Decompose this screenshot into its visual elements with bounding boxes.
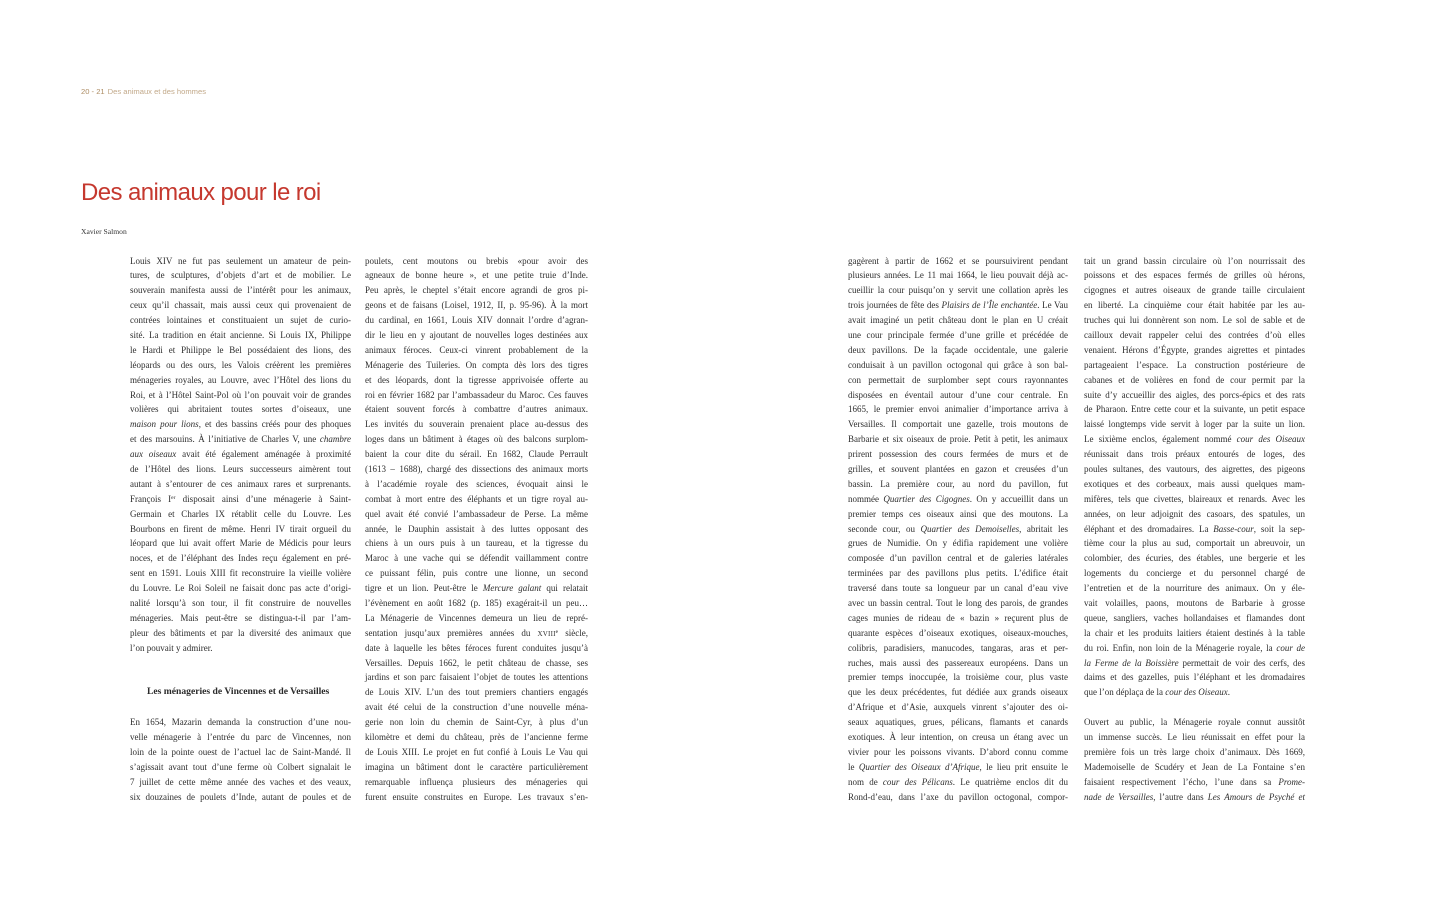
text-line: velle ménagerie à l’entrée du parc de Vincennes, non (130, 732, 351, 743)
text-line: En 1654, Mazarin demanda la construction d’une nou- (130, 717, 351, 728)
text-line: du roi. Enfin, non loin de la Ménagerie royale, la cour de (1084, 642, 1305, 653)
text-line: exotiques. À leur intention, on creusa un étang avec un (848, 732, 1068, 742)
text-line: deux pavillons. De la façade occidentale, une galerie (848, 344, 1068, 355)
text-line: cigognes et autres oiseaux de grande taille circulaient (1084, 285, 1305, 296)
italic-text: cour des Oiseaux (1236, 434, 1305, 445)
text-line: Rond-d’eau, dans l’axe du pavillon octogonal, compor- (848, 791, 1068, 802)
paragraph (130, 715, 351, 804)
text-line: La Ménagerie de Vincennes demeura un lieu de repré- (365, 612, 588, 623)
text-line: années, on leur adjoignit des casoars, des spatules, un (1084, 508, 1305, 519)
text-line: poulets, cent moutons ou brebis «pour avoir des (365, 255, 588, 266)
text-line: 1665, le premier envoi animalier d’importance arriva à (848, 404, 1068, 415)
text-column-1 (130, 254, 351, 805)
text-line: baient la cour dite du sérail. En 1682, Claude Perrault (365, 449, 588, 460)
italic-text: maison pour lions (130, 419, 199, 430)
text-line: Le sixième enclos, également nommé cour des Oiseaux (1084, 434, 1305, 445)
text-line: cages munies de rideau de « bazin » reçurent plus de (848, 612, 1068, 623)
text-line: première fois un très large choix d’animaux. Dès 1669, (1084, 746, 1305, 757)
text-line: Barbarie et six oiseaux de proie. Petit à petit, les animaux (848, 434, 1068, 445)
text-line: nom de cour des Pélicans. Le quatrième enclos dit du (848, 776, 1069, 787)
text-line: la Ferme de la Boissière permettait de voir des cerfs, des (1084, 657, 1305, 668)
text-line: avait été celui de la construction d’une nouvelle ména- (365, 702, 588, 713)
text-line: de Louis XIV. L’un des tout premiers chantiers engagés (365, 687, 588, 698)
text-line: Roi, et à l’Hôtel Saint-Pol où l’on pouvait voir de grandes (130, 389, 351, 400)
superscript-text: e (555, 628, 559, 635)
text-line: volières qui abritaient toutes sortes d’oiseaux, une (130, 404, 351, 415)
text-line: sentation jusqu’aux premières années du XVIIIe siècle, (365, 627, 588, 638)
text-line: s’agissait avant tout d’une ferme où Colbert signalait le (130, 761, 351, 772)
text-line: cabanes et de volières en fond de cour permit par la (1084, 374, 1305, 385)
text-line: François Ier disposait ainsi d’une ménagerie à Saint- (130, 493, 351, 504)
text-line: terminées par des pavillons plus petits. L’édifice était (848, 568, 1068, 579)
text-line: quarante espèces d’oiseaux exotiques, oiseaux-mouches, (848, 627, 1068, 638)
text-line: furent ensuite construites en Europe. Les travaux s’en- (365, 791, 588, 802)
paragraph (1084, 715, 1305, 804)
text-line: réunissait dans trois préaux entourés de loges, des (1084, 449, 1305, 460)
text-line: plusieurs années. Le 11 mai 1664, le lieu pouvait déjà ac- (848, 270, 1068, 281)
text-line: avec un bassin central. Tout le long des parois, de grandes (848, 597, 1068, 608)
text-line: tures, de sculptures, d’objets d’art et de mobilier. Le (130, 270, 351, 281)
text-line: Ménagerie des Tuileries. On compta dès lors des tigres (365, 359, 588, 370)
text-line: que les deux précédentes, fut dédiée aux grands oiseaux (848, 687, 1068, 698)
italic-text: chambre (319, 434, 351, 445)
text-line: Louis XIV ne fut pas seulement un amateur de pein- (130, 255, 351, 266)
text-line: premier temps ces oiseaux ainsi que des moutons. La (848, 508, 1068, 519)
text-line: combat à mort entre des éléphants et un tigre royal au- (365, 493, 588, 504)
text-line: tième cour la plus au sud, comportait un abreuvoir, un (1084, 538, 1305, 549)
text-line: grilles, et souvent plantées en gazon et creusées d’un (848, 463, 1068, 474)
section-heading: Les ménageries de Vincennes et de Versailles (147, 686, 330, 698)
text-line: date à laquelle les bêtes féroces furent conduites jusqu’à (365, 642, 588, 653)
text-line: étaient souvent forcés à combattre d’autres animaux. (365, 404, 588, 415)
text-line: année, le Dauphin assistait à des luttes opposant des (365, 523, 588, 534)
text-line: à l’académie royale des sciences, évoquait ainsi le (365, 478, 588, 489)
text-line: grues de Numidie. On y édifia rapidement une volière (848, 538, 1068, 549)
text-line: éléphant et des dromadaires. La Basse-cour, soit la sep- (1084, 523, 1305, 534)
small-caps-text: XVIII (537, 629, 556, 638)
paragraph (848, 254, 1068, 805)
text-line: suite d’y accueillir des aigles, des porcs-épics et des rats (1084, 389, 1305, 400)
text-line: cueillir la cour puisqu’on y servit une collation après les (848, 285, 1068, 296)
text-line: Mademoiselle de Scudéry et Jean de La Fontaine s’en (1084, 761, 1305, 772)
text-line: du cardinal, en 1661, Louis XIV donnait l’ordre d’agran- (365, 315, 588, 326)
text-line: quel avait été convié l’ambassadeur de Perse. La même (365, 508, 588, 519)
text-line: tait un grand bassin circulaire où l’on nourrissait des (1084, 255, 1305, 266)
text-line: que l’on déplaça de la cour des Oiseaux. (1084, 687, 1230, 698)
text-line: Bourbons en firent de même. Henri IV tirait orgueil du (130, 523, 351, 534)
text-line: kilomètre et demi du château, près de l’ancienne ferme (365, 732, 588, 742)
text-line: l’évènement en août 1682 (p. 185) exagérait-il un peu… (365, 597, 588, 608)
italic-text: cour des Oiseaux (1165, 687, 1228, 698)
text-line: composée d’un pavillon central et de galeries latérales (848, 553, 1068, 564)
text-line: queue, sangliers, vaches hollandaises et flamandes dont (1084, 612, 1305, 623)
paragraph (365, 254, 588, 805)
text-line: prirent possession des cours fermées de murs et de (848, 449, 1068, 460)
text-line: tigre et un lion. Peut-être le Mercure galant qui relatait (365, 583, 589, 594)
text-line: poissons et des espaces fermés de grilles où hérons, (1084, 270, 1305, 281)
text-column-4 (1084, 254, 1305, 805)
text-line: trois journées de fête des Plaisirs de l’Île enchantée. Le Vau (848, 300, 1068, 311)
text-line: avait imaginé un petit château dont le plan en U créait (848, 315, 1068, 326)
text-line: aux oiseaux avait été également aménagée à proximité (130, 449, 351, 460)
text-line: colombier, des écuries, des étables, une bergerie et les (1084, 553, 1305, 564)
paragraph (130, 254, 351, 656)
running-head (81, 87, 206, 97)
text-line: colibris, paradisiers, manucodes, tangaras, aras et per- (848, 642, 1068, 653)
text-line: léopard que lui avait offert Marie de Médicis pour leurs (130, 538, 351, 549)
text-line: truches qui lui donnèrent son nom. Le sol de sable et de (1084, 315, 1305, 326)
text-line: Versailles. Depuis 1662, le petit château de chasse, ses (365, 657, 588, 668)
text-line: con permettait de surplomber sept cours rayonnantes (848, 374, 1068, 385)
article-author: Xavier Salmon (81, 227, 127, 236)
text-line: nade de Versailles, l’autre dans Les Amours de Psyché et (1084, 791, 1305, 802)
text-line: loin de la pointe ouest de l’actuel lac de Saint-Mandé. Il (130, 746, 351, 757)
text-line: de Pharaon. Entre cette cour et la suivante, un petit espace (1084, 404, 1305, 415)
italic-text: cour des Pélicans (882, 776, 953, 787)
text-line: seaux aquatiques, grues, pélicans, flamants et canards (848, 717, 1068, 728)
italic-text: nade de Versailles (1084, 791, 1154, 802)
text-line: laissé longtemps vide servit à loger par la suite un lion. (1084, 419, 1305, 430)
text-line: sent en 1591. Louis XIII fit reconstruire la vieille volière (130, 568, 351, 579)
text-line: Les invités du souverain prenaient place au-dessus des (365, 419, 588, 430)
text-line: traversé dans toute sa longueur par un canal d’eau vive (848, 583, 1068, 594)
text-line: sité. La tradition en était ancienne. Si Louis IX, Philippe (130, 329, 351, 340)
text-line: maison pour lions, et des bassins créés pour des phoques (130, 419, 351, 430)
text-line: nommée Quartier des Cigognes. On y accueillit dans un (848, 493, 1069, 504)
text-line: pleur des bâtiments et par la diversité des animaux que (130, 627, 351, 638)
text-line: premier temps inoccupée, la troisième cour, plus vaste (848, 672, 1068, 683)
text-line: ce puissant félin, puis contre une lionne, un second (365, 568, 588, 579)
text-line: souverain manifesta aussi de l’intérêt pour les animaux, (130, 285, 351, 296)
text-line: gagèrent à partir de 1662 et se poursuivirent pendant (848, 255, 1068, 266)
italic-text: Quartier des Cigognes (883, 493, 970, 504)
paragraph (1084, 254, 1305, 701)
text-line: animaux féroces. Ceux-ci vinrent probablement de la (365, 344, 588, 355)
text-line: jardins et son parc faisaient l’objet de toutes les attentions (365, 672, 588, 683)
text-line: le Quartier des Oiseaux d’Afrique, le lieu prit ensuite le (848, 761, 1069, 772)
text-line: cailloux devait rappeler celui des contrées d’où elles (1084, 329, 1305, 340)
text-line: de Louis XIII. Le projet en fut confié à Louis Le Vau qui (365, 746, 588, 757)
text-line: vait volailles, paons, moutons de Barbarie à grosse (1084, 597, 1305, 608)
text-column-2 (365, 254, 588, 805)
italic-text: cour de (1276, 642, 1305, 653)
article-title: Des animaux pour le roi (81, 179, 321, 206)
text-line: gerie non loin du chemin de Saint-Cyr, à plus d’un (365, 717, 588, 728)
text-line: et des marsouins. À l’initiative de Charles V, une chambre (130, 434, 351, 445)
text-line: un immense succès. Le lieu réunissait en effet pour la (1084, 732, 1305, 742)
text-line: autant à s’entourer de ces animaux rares et surprenants. (130, 478, 351, 489)
text-line: ménageries royales, au Louvre, avec l’Hôtel des lions du (130, 374, 351, 385)
text-line: vivier pour les poissons vivants. D’abord connu comme (848, 746, 1068, 757)
text-line: roi en février 1682 par l’ambassadeur du Maroc. Ces fauves (365, 389, 588, 400)
text-line: exotiques et des corbeaux, mais aussi quelques mam- (1084, 478, 1305, 489)
italic-text: Quartier des Oiseaux d’Afrique (858, 761, 980, 772)
text-line: loges dans un bâtiment à étages où des balcons surplom- (365, 434, 588, 445)
italic-text: aux oiseaux (130, 449, 177, 460)
italic-text: Basse-cour (1213, 523, 1254, 534)
text-line: en liberté. La cinquième cour était habitée par les au- (1084, 300, 1305, 311)
italic-text: Quartier des Demoiselles (920, 523, 1020, 534)
text-line: seconde cour, ou Quartier des Demoiselles, abritait les (848, 523, 1068, 534)
text-line: d’Afrique et d’Asie, auxquels vinrent s’ajouter des oi- (848, 702, 1068, 713)
text-line: ruches, mais aussi des passereaux européens. Dans un (848, 657, 1068, 668)
italic-text: Les Amours de Psyché et (1207, 791, 1305, 802)
text-line: bassin. La première cour, au nord du pavillon, fut (848, 478, 1068, 489)
text-line: conduisait à un pavillon octogonal qui grâce à son bal- (848, 359, 1068, 370)
page-numbers: 20 - 21 (81, 87, 105, 96)
text-line: une cour principale fermée d’une grille et précédée de (848, 329, 1068, 340)
italic-text: la Ferme de la Boissière (1084, 657, 1179, 668)
text-line: Peu après, le cheptel s’était encore agrandi de gros pi- (365, 285, 588, 296)
text-line: léopards ou des ours, les Valois créèrent les premières (130, 359, 351, 370)
text-line: l’entretien et de la nourriture des animaux. On y éle- (1084, 583, 1305, 594)
text-line: la chair et les produits laitiers étaient destinés à la table (1084, 627, 1305, 638)
text-line: Maroc à une vache qui se défendit vaillamment contre (365, 553, 588, 564)
text-line: remarquable influença plusieurs des ménageries qui (365, 776, 588, 787)
text-line: chiens à un ours puis à un taureau, et la tigresse du (365, 538, 588, 549)
text-line: faisaient respectivement l’écho, l’une dans sa Prome- (1084, 776, 1305, 787)
text-line: contrées lointaines et constituaient un sujet de curio- (130, 315, 351, 326)
text-line: du Louvre. Le Roi Soleil ne faisait donc pas acte d’origi- (130, 583, 351, 594)
text-line: ménageries. Mais peut-être se distingua-t-il par l’am- (130, 612, 351, 623)
text-line: noces, et de l’éléphant des Indes reçu également en pré- (130, 553, 351, 564)
text-line: logements du concierge et du personnel chargé de (1084, 568, 1305, 579)
text-line: agneaux de bonne heure », et une petite truie d’Inde. (365, 270, 588, 281)
text-line: imagina un bâtiment dont le caractère particulièrement (365, 761, 588, 772)
italic-text: Mercure galant (482, 583, 542, 594)
italic-text: Plaisirs de l’Île enchantée (941, 300, 1038, 311)
text-line: partageaient l’espace. La construction postérieure de (1084, 359, 1305, 370)
text-line: geons et de faisans (Loisel, 1912, II, p. 95-96). À la mort (365, 300, 588, 311)
section-title: Des animaux et des hommes (107, 87, 206, 96)
text-line: Ouvert au public, la Ménagerie royale connut aussitôt (1084, 717, 1305, 728)
text-line: disposées en éventail autour d’une cour centrale. En (848, 389, 1068, 400)
text-line: Versailles. Il comportait une gazelle, trois moutons de (848, 419, 1068, 430)
text-line: daims et des gazelles, puis l’éléphant et les dromadaires (1084, 672, 1305, 683)
superscript-text: er (171, 494, 176, 501)
text-line: (1613 – 1688), chargé des dissections des animaux morts (365, 463, 588, 474)
text-line: mifères, tels que civettes, blaireaux et renards. Avec les (1084, 493, 1305, 504)
text-line: et des léopards, dont la tigresse apprivoisée offerte au (365, 374, 588, 385)
text-line: 7 juillet de cette même année des vaches et des veaux, (130, 776, 351, 787)
text-line: poules sultanes, des vautours, des aigrettes, des pigeons (1084, 463, 1305, 474)
text-line: venaient. Hérons d’Égypte, grandes aigrettes et pintades (1084, 344, 1305, 355)
text-line: Germain et Charles IX rétablit celle du Louvre. Les (130, 508, 351, 519)
text-line: nalité lorsqu’à son tour, il fit construire de nouvelles (130, 597, 351, 608)
text-column-3 (848, 254, 1068, 805)
text-line: dir le lieu en y ajoutant de nouvelles loges destinées aux (365, 329, 588, 340)
text-line: six douzaines de poulets d’Inde, autant de poules et de (130, 791, 351, 802)
text-line: l’on pouvait y admirer. (130, 642, 213, 653)
italic-text: Prome- (1278, 776, 1305, 787)
text-line: ceux qu’il chassait, mais aussi ceux qui provenaient de (130, 300, 351, 311)
text-line: le Hardi et Philippe le Bel possédaient des lions, des (130, 344, 351, 355)
text-line: de l’Hôtel des lions. Leurs successeurs aimèrent tout (130, 463, 351, 474)
